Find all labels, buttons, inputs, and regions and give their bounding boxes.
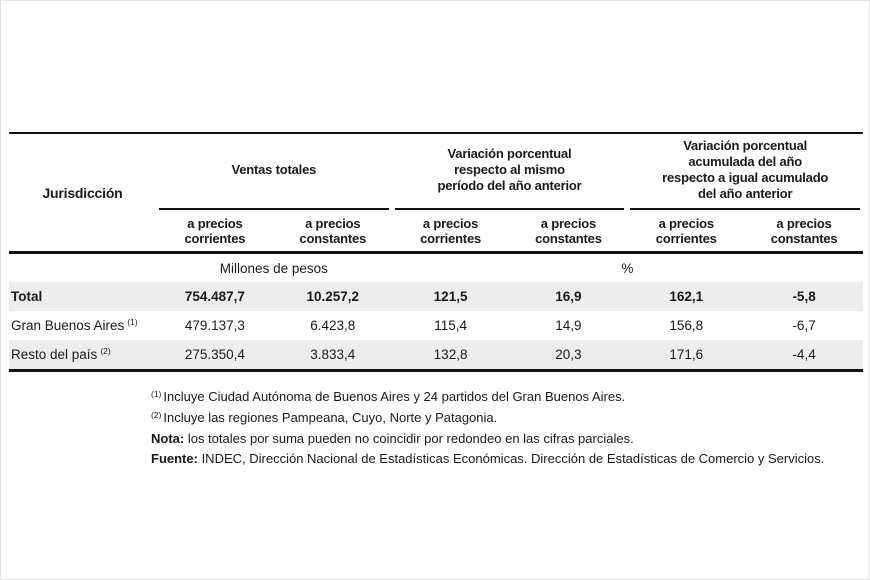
footnote-text: los totales por suma pueden no coincidir por redondeo en las cifras parciales. bbox=[184, 431, 634, 446]
footnote-fuente bbox=[151, 449, 851, 469]
subheader-ventas-precios-corrientes bbox=[156, 210, 274, 251]
cell-value: -5,8 bbox=[792, 289, 816, 304]
subheader-line: constantes bbox=[770, 231, 838, 246]
cell-value: 162,1 bbox=[669, 289, 704, 304]
group-header-line: del año anterior bbox=[698, 185, 793, 201]
group-header-line: período del año anterior bbox=[437, 177, 582, 193]
subheader-line: corrientes bbox=[420, 231, 482, 246]
subheader-line: a precios bbox=[422, 216, 479, 231]
group-header-variacion-porcentual bbox=[395, 134, 625, 210]
cell-value: 10.257,2 bbox=[306, 289, 360, 304]
subheader-line: constantes bbox=[535, 231, 602, 246]
row-label-text: Resto del país bbox=[11, 347, 98, 362]
cell-value: 115,4 bbox=[434, 318, 467, 333]
group-header-ventas-totales bbox=[159, 134, 389, 210]
cell-value: -6,7 bbox=[792, 318, 816, 333]
footnote-text: INDEC, Dirección Nacional de Estadísticas Económicas. Dirección de Estadísticas de Comercio y Servicios. bbox=[197, 451, 825, 466]
footnote-1 bbox=[151, 387, 851, 408]
group-header-variacion-acumulada bbox=[630, 134, 860, 210]
row-label bbox=[9, 347, 156, 362]
subheader-line: a precios bbox=[540, 216, 597, 231]
subheader-line: a precios bbox=[776, 216, 832, 231]
group-header-line: Ventas totales bbox=[231, 161, 317, 177]
subheader-line: corrientes bbox=[184, 231, 246, 246]
unit-label-millones-de-pesos: Millones de pesos bbox=[219, 260, 328, 276]
group-header-line: respecto a igual acumulado bbox=[662, 169, 829, 185]
table-row-gran-buenos-aires bbox=[9, 311, 863, 340]
group-header-line: Variación porcentual bbox=[447, 145, 572, 161]
cell-value: 16,9 bbox=[555, 289, 582, 304]
cell-value: 275.350,4 bbox=[184, 347, 245, 362]
subheader-line: a precios bbox=[658, 216, 714, 231]
subheader-line: a precios bbox=[305, 216, 361, 231]
footnote-marker: (2) bbox=[100, 346, 111, 356]
row-label-text: Total bbox=[11, 289, 43, 304]
row-label bbox=[9, 318, 156, 333]
footnote-nota bbox=[151, 429, 851, 449]
cell-value: 171,6 bbox=[669, 347, 704, 362]
cell-value: 6.423,8 bbox=[310, 318, 356, 333]
group-header-line: acumulada del año bbox=[688, 153, 802, 169]
subheader-variacion-precios-constantes bbox=[510, 210, 628, 251]
footnote-bold-label: Nota: bbox=[151, 431, 185, 446]
statistics-table bbox=[9, 132, 863, 372]
subheader-line: corrientes bbox=[655, 231, 717, 246]
footnote-text: Incluye Ciudad Autónoma de Buenos Aires y 24 partidos del Gran Buenos Aires. bbox=[163, 389, 626, 404]
column-header-jurisdiccion: Jurisdicción bbox=[42, 184, 123, 201]
cell-value: -4,4 bbox=[792, 347, 816, 362]
table-body bbox=[9, 282, 863, 372]
table-row-resto-del-pais bbox=[9, 340, 863, 369]
cell-value: 479.137,3 bbox=[184, 318, 245, 333]
subheader-acumulada-precios-corrientes bbox=[627, 210, 745, 251]
subheader-line: constantes bbox=[299, 231, 367, 246]
footnote-2 bbox=[151, 408, 851, 429]
footnote-marker: (2) bbox=[151, 410, 162, 420]
cell-value: 20,3 bbox=[555, 347, 582, 362]
subheader-variacion-precios-corrientes bbox=[392, 210, 510, 251]
row-label-text: Gran Buenos Aires bbox=[11, 318, 125, 333]
footnote-bold-label: Fuente: bbox=[151, 451, 198, 466]
cell-value: 156,8 bbox=[669, 318, 704, 333]
group-header-line: Variación porcentual bbox=[683, 137, 808, 153]
footnotes bbox=[151, 387, 851, 469]
units-row bbox=[9, 254, 863, 282]
cell-value: 121,5 bbox=[433, 289, 468, 304]
cell-value: 754.487,7 bbox=[184, 289, 245, 304]
table-row-total bbox=[9, 282, 863, 311]
group-header-line: respecto al mismo bbox=[454, 161, 565, 177]
subheader-line: a precios bbox=[187, 216, 243, 231]
footnote-marker: (1) bbox=[127, 317, 138, 327]
unit-label-percent: % bbox=[621, 260, 634, 276]
cell-value: 14,9 bbox=[555, 318, 582, 333]
table-header bbox=[9, 132, 863, 254]
footnote-marker: (1) bbox=[151, 389, 162, 399]
subheader-acumulada-precios-constantes bbox=[745, 210, 863, 251]
cell-value: 132,8 bbox=[433, 347, 468, 362]
subheader-ventas-precios-constantes bbox=[274, 210, 392, 251]
footnote-text: Incluye las regiones Pampeana, Cuyo, Norte y Patagonia. bbox=[163, 410, 498, 425]
cell-value: 3.833,4 bbox=[310, 347, 356, 362]
row-label bbox=[9, 289, 156, 304]
